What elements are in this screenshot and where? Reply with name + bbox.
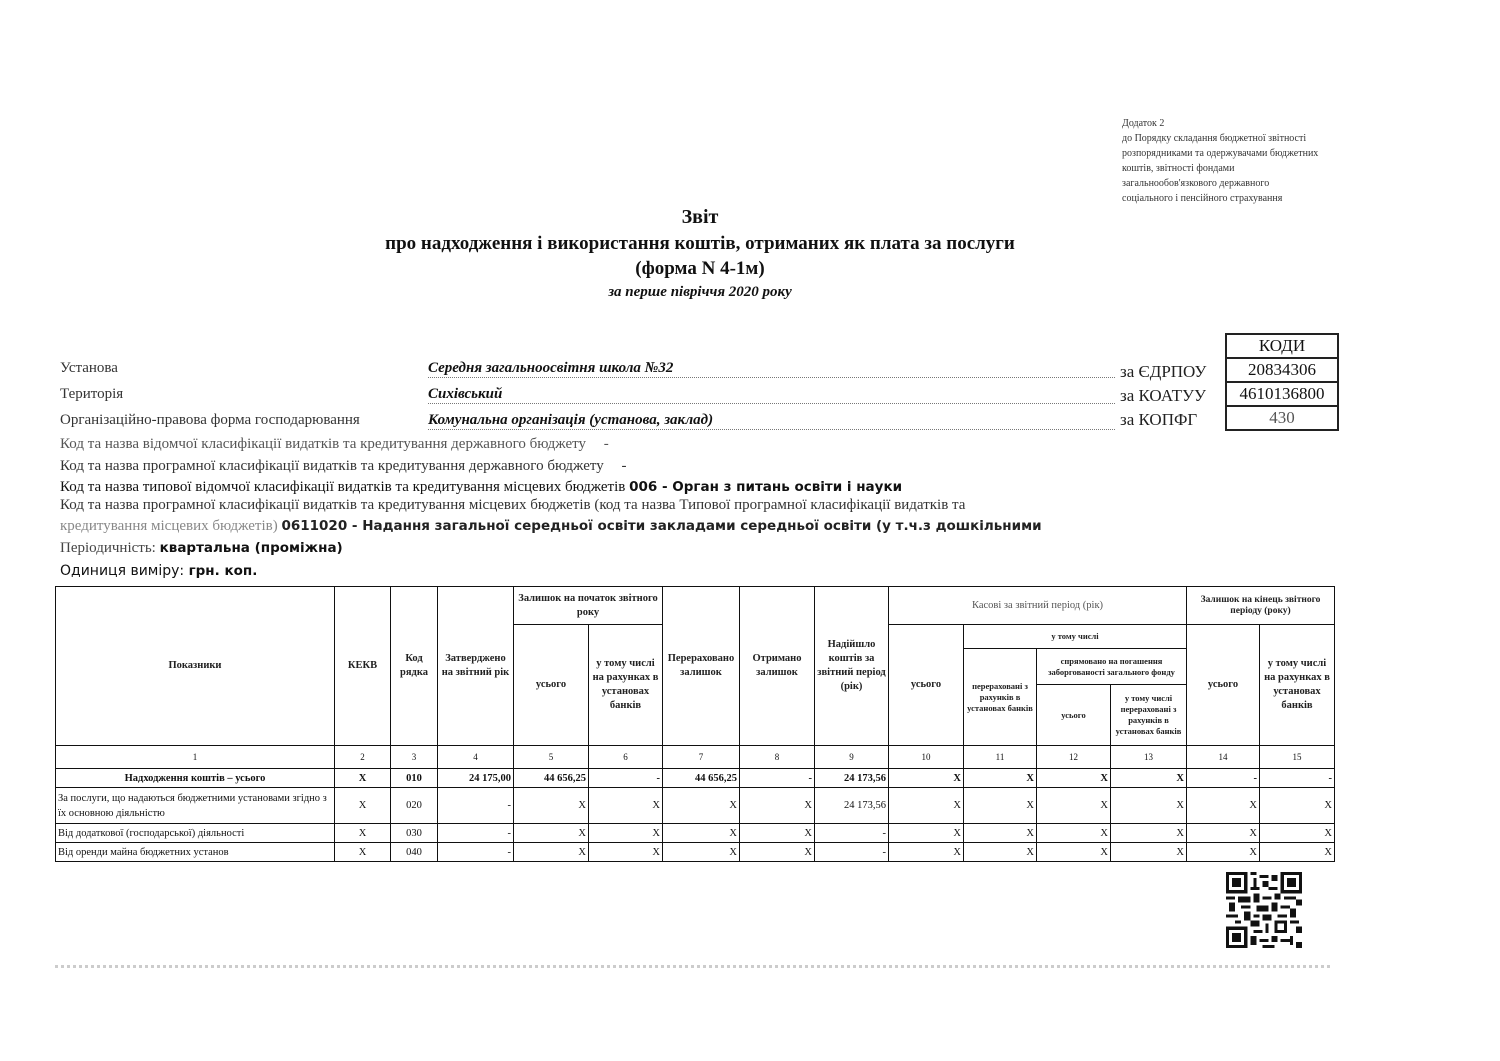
table-row	[56, 788, 1335, 824]
cell-cash-transferred: X	[964, 843, 1037, 862]
cell-approved: -	[438, 788, 514, 824]
codes-table	[1225, 333, 1339, 431]
cell-transferred-balance: X	[663, 843, 740, 862]
header-approved: Затверджено на звітний рік	[438, 587, 514, 746]
periodicity-value: квартальна (проміжна)	[159, 540, 343, 556]
title-line-1: Звіт	[681, 206, 719, 228]
cell-debt-total: X	[1037, 824, 1111, 843]
unit-label: Одиниця виміру:	[60, 563, 185, 579]
col-num: 7	[663, 746, 740, 769]
appendix-line: Додаток 2	[1122, 118, 1165, 129]
footer-divider	[55, 965, 1330, 968]
col-num: 12	[1037, 746, 1111, 769]
local-prog-label-2: кредитування місцевих бюджетів)	[60, 518, 278, 534]
row-kekv: X	[335, 824, 391, 843]
kopfg-label: за КОПФГ	[1120, 410, 1198, 429]
local-dept-label: Код та назва типової відомчої класифікації видатків та кредитування місцевих бюджетів	[60, 479, 626, 495]
cell-balance-start-banks: X	[589, 824, 663, 843]
header-balance-start: Залишок на початок звітного року	[514, 587, 663, 625]
row-kekv: X	[335, 769, 391, 788]
table-row	[56, 769, 1335, 788]
legal-form-label: Організаційно-правова форма господарювання	[60, 412, 360, 428]
cell-balance-end-total: X	[1187, 788, 1260, 824]
cell-approved: -	[438, 824, 514, 843]
cell-cash-total: X	[889, 824, 964, 843]
cell-transferred-balance: 44 656,25	[663, 769, 740, 788]
local-prog-label-1: Код та назва програмної класифікації видатків та кредитування місцевих бюджетів (код та назва Типової програмної класифікації видатків та	[60, 497, 966, 513]
col-num: 5	[514, 746, 589, 769]
col-num: 13	[1111, 746, 1187, 769]
territory-label: Територія	[60, 386, 124, 402]
cell-balance-start-total: X	[514, 788, 589, 824]
cell-transferred-balance: X	[663, 788, 740, 824]
report-title	[330, 204, 1070, 302]
appendix-line: до Порядку складання бюджетної звітності	[1122, 133, 1307, 144]
col-num: 1	[56, 746, 335, 769]
row-code: 020	[391, 788, 438, 824]
cell-balance-start-total: X	[514, 824, 589, 843]
header-kekv: КЕКВ	[335, 587, 391, 746]
cell-debt-total: X	[1037, 843, 1111, 862]
row-code: 030	[391, 824, 438, 843]
row-code: 010	[391, 769, 438, 788]
col-num: 14	[1187, 746, 1260, 769]
cell-received-balance: -	[740, 769, 815, 788]
cell-balance-start-banks: -	[589, 769, 663, 788]
row-code: 040	[391, 843, 438, 862]
title-line-2: про надходження і використання коштів, отриманих як плата за послуги	[385, 233, 1015, 254]
col-num: 6	[589, 746, 663, 769]
cell-debt-total: X	[1037, 788, 1111, 824]
cell-transferred-balance: X	[663, 824, 740, 843]
row-name: Надходження коштів – усього	[56, 769, 335, 788]
unit-value: грн. коп.	[188, 563, 258, 579]
cell-debt-total: X	[1037, 769, 1111, 788]
qr-code-icon	[1226, 872, 1302, 948]
col-num: 10	[889, 746, 964, 769]
cell-received-funds: 24 173,56	[815, 788, 889, 824]
header-balance-start-in-banks: у тому числі на рахунках в установах банків	[589, 625, 663, 746]
cell-received-balance: X	[740, 843, 815, 862]
state-dept-label: Код та назва відомчої класифікації видатків та кредитування державного бюджету	[60, 436, 586, 452]
report-table	[55, 586, 1335, 862]
appendix-line: загальнообов'язкового державного	[1122, 178, 1270, 189]
cell-balance-start-banks: X	[589, 843, 663, 862]
cell-balance-start-total: X	[514, 843, 589, 862]
periodicity-label: Періодичність:	[60, 540, 156, 556]
local-prog-classification	[60, 518, 1042, 535]
row-name: Від оренди майна бюджетних установ	[56, 843, 335, 862]
header-cash-total: усього	[889, 625, 964, 746]
edrpou-label: за ЄДРПОУ	[1120, 362, 1207, 381]
legal-form-value: Комунальна організація (установа, заклад)	[428, 412, 1115, 430]
appendix-line: соціального і пенсійного страхування	[1122, 193, 1283, 204]
header-debt-repayment: спрямовано на погашення заборгованості загального фонду	[1037, 649, 1187, 685]
cell-cash-total: X	[889, 788, 964, 824]
cell-balance-end-banks: -	[1260, 769, 1335, 788]
cell-balance-start-total: 44 656,25	[514, 769, 589, 788]
col-num: 9	[815, 746, 889, 769]
header-received-funds: Надійшло коштів за звітний період (рік)	[815, 587, 889, 746]
row-kekv: X	[335, 843, 391, 862]
koatuu-label: за КОАТУУ	[1120, 386, 1207, 405]
row-name: За послуги, що надаються бюджетними установами згідно з їх основною діяльністю	[56, 788, 335, 824]
kopfg-code: 430	[1226, 406, 1338, 430]
row-kekv: X	[335, 788, 391, 824]
cell-debt-banks: X	[1111, 824, 1187, 843]
header-debt-incl-banks: у тому числі перераховані з рахунків в установах банків	[1111, 685, 1187, 746]
col-num: 3	[391, 746, 438, 769]
state-dept-classification	[60, 436, 609, 453]
cell-balance-end-banks: X	[1260, 843, 1335, 862]
header-debt-total: усього	[1037, 685, 1111, 746]
header-balance-end: Залишок на кінець звітного періоду (року)	[1187, 587, 1335, 625]
header-balance-start-total: усього	[514, 625, 589, 746]
table-row	[56, 824, 1335, 843]
table-row	[56, 843, 1335, 862]
cell-balance-end-banks: X	[1260, 788, 1335, 824]
institution-label: Установа	[60, 360, 118, 376]
cell-balance-end-banks: X	[1260, 824, 1335, 843]
cell-balance-end-total: X	[1187, 843, 1260, 862]
cell-cash-transferred: X	[964, 769, 1037, 788]
local-prog-value: 0611020 - Надання загальної середньої освіти закладами середньої освіти (у т.ч.з дошкільними	[281, 518, 1042, 534]
cell-debt-banks: X	[1111, 769, 1187, 788]
cell-received-balance: X	[740, 788, 815, 824]
header-cash: Касові за звітний період (рік)	[889, 587, 1187, 625]
cell-received-funds: 24 173,56	[815, 769, 889, 788]
header-balance-end-in-banks: у тому числі на рахунках в установах банків	[1260, 625, 1335, 746]
cell-balance-end-total: X	[1187, 824, 1260, 843]
periodicity	[60, 540, 343, 557]
form-number: (форма N 4-1м)	[635, 258, 765, 279]
local-dept-value: 006 - Орган з питань освіти і науки	[629, 479, 903, 495]
header-cash-including: у тому числі	[964, 625, 1187, 649]
appendix-note	[1122, 116, 1352, 206]
state-prog-label: Код та назва програмної класифікації видатків та кредитування державного бюджету	[60, 458, 604, 474]
col-num: 8	[740, 746, 815, 769]
edrpou-code: 20834306	[1226, 358, 1338, 382]
column-numbers-row	[56, 746, 1335, 769]
cell-cash-total: X	[889, 843, 964, 862]
cell-received-funds: -	[815, 824, 889, 843]
cell-approved: -	[438, 843, 514, 862]
cell-cash-total: X	[889, 769, 964, 788]
col-num: 15	[1260, 746, 1335, 769]
local-dept-classification	[60, 479, 902, 496]
cell-balance-end-total: -	[1187, 769, 1260, 788]
header-transferred-from-banks: перераховані з рахунків в установах банків	[964, 649, 1037, 746]
territory-value: Сихівський	[428, 386, 1115, 404]
row-name: Від додаткової (господарської) діяльності	[56, 824, 335, 843]
state-dept-value: -	[603, 436, 609, 452]
cell-debt-banks: X	[1111, 843, 1187, 862]
col-num: 4	[438, 746, 514, 769]
header-received-balance: Отримано залишок	[740, 587, 815, 746]
cell-received-funds: -	[815, 843, 889, 862]
header-balance-end-total: усього	[1187, 625, 1260, 746]
cell-cash-transferred: X	[964, 824, 1037, 843]
cell-received-balance: X	[740, 824, 815, 843]
report-period: за перше півріччя 2020 року	[608, 284, 792, 300]
codes-header: КОДИ	[1226, 334, 1338, 358]
header-indicators: Показники	[56, 587, 335, 746]
cell-cash-transferred: X	[964, 788, 1037, 824]
appendix-line: розпорядниками та одержувачами бюджетних	[1122, 148, 1319, 159]
cell-debt-banks: X	[1111, 788, 1187, 824]
cell-balance-start-banks: X	[589, 788, 663, 824]
unit-of-measure	[60, 563, 257, 579]
institution-value: Середня загальноосвітня школа №32	[428, 360, 1115, 378]
appendix-line: коштів, звітності фондами	[1122, 163, 1235, 174]
cell-approved: 24 175,00	[438, 769, 514, 788]
koatuu-code: 4610136800	[1226, 382, 1338, 406]
col-num: 11	[964, 746, 1037, 769]
header-row-code: Код рядка	[391, 587, 438, 746]
col-num: 2	[335, 746, 391, 769]
header-transferred-balance: Перераховано залишок	[663, 587, 740, 746]
state-prog-value: -	[621, 458, 627, 474]
state-prog-classification	[60, 458, 626, 475]
